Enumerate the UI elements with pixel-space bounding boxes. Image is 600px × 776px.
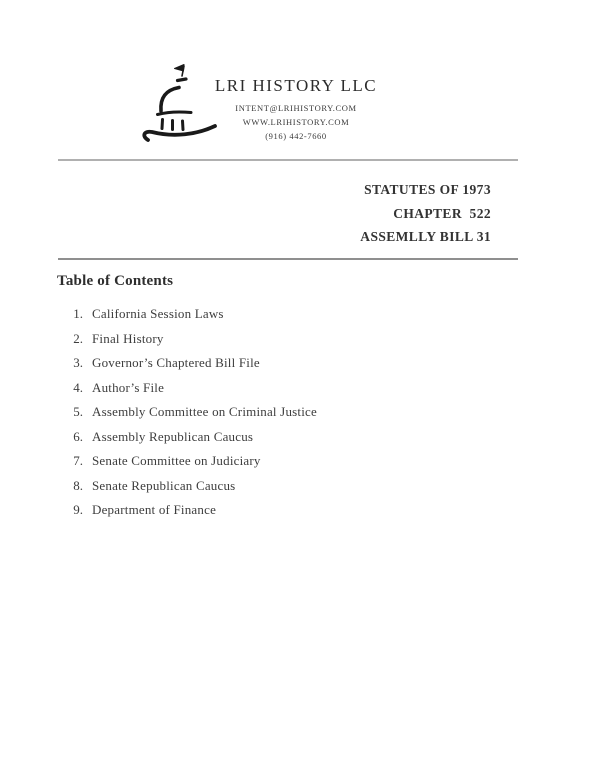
toc-item-label: Senate Committee on Judiciary bbox=[92, 453, 261, 468]
contact-website: WWW.LRIHISTORY.COM bbox=[242, 117, 350, 127]
toc-list bbox=[69, 306, 317, 527]
reference-divider bbox=[58, 258, 518, 260]
letterhead bbox=[185, 76, 407, 143]
toc-item-number: 1. bbox=[73, 306, 83, 321]
toc-item-number: 2. bbox=[73, 330, 83, 346]
toc-item-number: 9. bbox=[73, 502, 83, 517]
toc-item bbox=[69, 404, 317, 420]
toc-item-label: Author’s File bbox=[92, 379, 165, 395]
toc-item-label: Assembly Committee on Criminal Justice bbox=[92, 404, 317, 419]
statutes-line: STATUTES OF 1973 bbox=[364, 182, 491, 197]
toc-item-number: 6. bbox=[73, 428, 83, 444]
toc-item bbox=[69, 502, 317, 518]
bill-reference bbox=[360, 178, 491, 249]
toc-item bbox=[69, 453, 317, 469]
toc-item-label: Senate Republican Caucus bbox=[92, 477, 236, 493]
toc-item bbox=[69, 355, 317, 371]
company-name: LRI HISTORY LLC bbox=[214, 76, 378, 95]
toc-item-number: 8. bbox=[73, 477, 83, 493]
assembly-bill-line: ASSEMLLY BILL 31 bbox=[360, 229, 491, 244]
toc-item-label: Final History bbox=[92, 330, 164, 346]
contact-email: INTENT@LRIHISTORY.COM bbox=[235, 103, 357, 113]
toc-item-label: Governor’s Chaptered Bill File bbox=[92, 355, 260, 370]
toc-item-number: 7. bbox=[73, 453, 83, 468]
toc-item-number: 3. bbox=[73, 355, 83, 370]
toc-title: Table of Contents bbox=[57, 273, 174, 289]
toc-item-number: 4. bbox=[73, 379, 83, 395]
chapter-line: CHAPTER 522 bbox=[393, 205, 491, 221]
toc-item bbox=[69, 306, 317, 322]
toc-item bbox=[69, 478, 317, 494]
header-divider bbox=[58, 159, 518, 161]
toc-item-label: Department of Finance bbox=[92, 502, 217, 517]
toc-item-label: California Session Laws bbox=[92, 306, 224, 321]
toc-item bbox=[69, 331, 317, 347]
toc-item bbox=[69, 429, 317, 445]
contact-phone: (916) 442-7660 bbox=[265, 131, 327, 141]
toc-item bbox=[69, 380, 317, 396]
toc-item-label: Assembly Republican Caucus bbox=[92, 428, 254, 444]
contact-block bbox=[185, 101, 407, 143]
toc-item-number: 5. bbox=[73, 404, 83, 419]
